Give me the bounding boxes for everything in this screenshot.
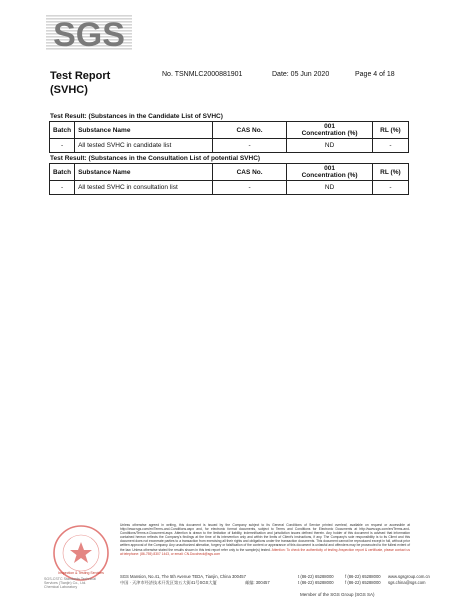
- report-title-line1: Test Report: [50, 70, 111, 82]
- col-sample-id: 001: [324, 165, 336, 172]
- col-batch: Batch: [50, 122, 75, 139]
- report-title: [50, 69, 140, 97]
- table-row: [50, 139, 409, 153]
- report-header: [0, 69, 450, 109]
- cell-batch: -: [50, 139, 75, 153]
- cell-cas: -: [212, 139, 287, 153]
- report-date: Date: 05 Jun 2020: [272, 71, 330, 78]
- phone-1: t (86-22) 65288000: [298, 574, 334, 579]
- col-cas-no: CAS No.: [212, 122, 287, 139]
- authenticity-warning: Attention: To check the authenticity of testing /inspection report & certificate, please contact us at telephone: (86-755) 8307 1443, or email: CN.Doccheck@sgs.com: [120, 547, 410, 556]
- seal-text: Inspection & Testing Services: [58, 571, 104, 575]
- seal-caption: [44, 577, 104, 589]
- logo-text: SGS: [53, 16, 125, 51]
- cell-substance: All tested SVHC in candidate list: [75, 139, 213, 153]
- table-row: [50, 181, 409, 195]
- col-cas-no: CAS No.: [212, 164, 287, 181]
- result-table-candidate-list: [49, 121, 409, 153]
- col-rl: RL (%): [372, 122, 408, 139]
- fax-1: f (86-22) 65288000: [345, 574, 381, 579]
- zip-code: 邮编: 300457: [245, 580, 270, 585]
- email: sgs.china@sgs.com: [388, 580, 426, 585]
- disclaimer-text: Unless otherwise agreed in writing, this document is issued by the Company subject to its General Conditions of Service printed overleaf, available on request or accessible at http://www.sgs.com/en/Terms-and-Conditions.aspx and, for electronic format documents, subject to Terms and Conditions for Electronic Documents at http://www.sgs.com/en/Terms-and-Conditions/Terms-e-Document.aspx. Attention is drawn to the limitation of liability, indemnification and jurisdiction issues defined therein. Any holder of this document is advised that information contained hereon reflects the Company's findings at the time of its intervention only and within the limits of Client's instructions, if any. The Company's sole responsibility is to its Client and this document does not exonerate parties to a transaction from exercising all their rights and obligations under the transaction documents. This document cannot be reproduced except in full, without prior written approval of the Company. Any unauthorized alteration, forgery or falsification of the content or appearance of this document is unlawful and offenders may be prosecuted to the fullest extent of the law. Unless otherwise stated the results shown in this test report refer only to the sample(s) tested.: [120, 523, 410, 552]
- seal-caption-line2: Chemical Laboratory: [44, 585, 78, 589]
- cell-result: ND: [287, 139, 372, 153]
- cell-rl: -: [372, 139, 408, 153]
- section-title-candidate-list: Test Result: (Substances in the Candidate List of SVHC): [50, 113, 223, 120]
- cell-result: ND: [287, 181, 372, 195]
- col-substance-name: Substance Name: [75, 122, 213, 139]
- cell-batch: -: [50, 181, 75, 195]
- col-sample-id: 001: [324, 123, 335, 130]
- result-table-consultation-list: [49, 163, 409, 195]
- col-concentration-label: Concentration (%): [301, 130, 358, 137]
- report-title-line2: (SVHC): [50, 84, 88, 96]
- address-en: SGS Mansion, No.41, The 5th Avenue TEDA, Tianjin, China 300457: [120, 574, 246, 579]
- legal-disclaimer: [120, 523, 410, 556]
- col-batch: Batch: [50, 164, 75, 181]
- seal-caption-line1: SGS-CSTC Standards Technical Services (Tianjin) Co., Ltd.: [44, 577, 96, 585]
- sgs-logo: [46, 15, 132, 51]
- page-indicator: Page 4 of 18: [355, 71, 395, 78]
- col-concentration: [287, 122, 372, 139]
- col-rl: RL (%): [372, 164, 408, 181]
- cell-rl: -: [372, 181, 408, 195]
- fax-2: f (86-22) 65288000: [345, 580, 381, 585]
- report-number: No. TSNMLC2000881901: [162, 71, 243, 78]
- website: www.sgsgroup.com.cn: [388, 574, 430, 579]
- col-substance-name: Substance Name: [75, 164, 213, 181]
- phone-2: t (86-22) 65288000: [298, 580, 334, 585]
- page-footer: [0, 520, 450, 600]
- col-concentration-label: Concentration (%): [301, 172, 358, 179]
- cell-cas: -: [212, 181, 287, 195]
- member-statement: Member of the SGS Group (SGS SA): [300, 592, 375, 597]
- section-title-consultation-list: Test Result: (Substances in the Consultation List of potential SVHC): [50, 155, 261, 162]
- table-header-row: [50, 164, 409, 181]
- cell-substance: All tested SVHC in consultation list: [75, 181, 213, 195]
- address-cn: 中国 · 天津市经济技术开发区第五大街41号SGS大厦: [120, 580, 217, 585]
- col-concentration: [287, 164, 372, 181]
- table-header-row: [50, 122, 409, 139]
